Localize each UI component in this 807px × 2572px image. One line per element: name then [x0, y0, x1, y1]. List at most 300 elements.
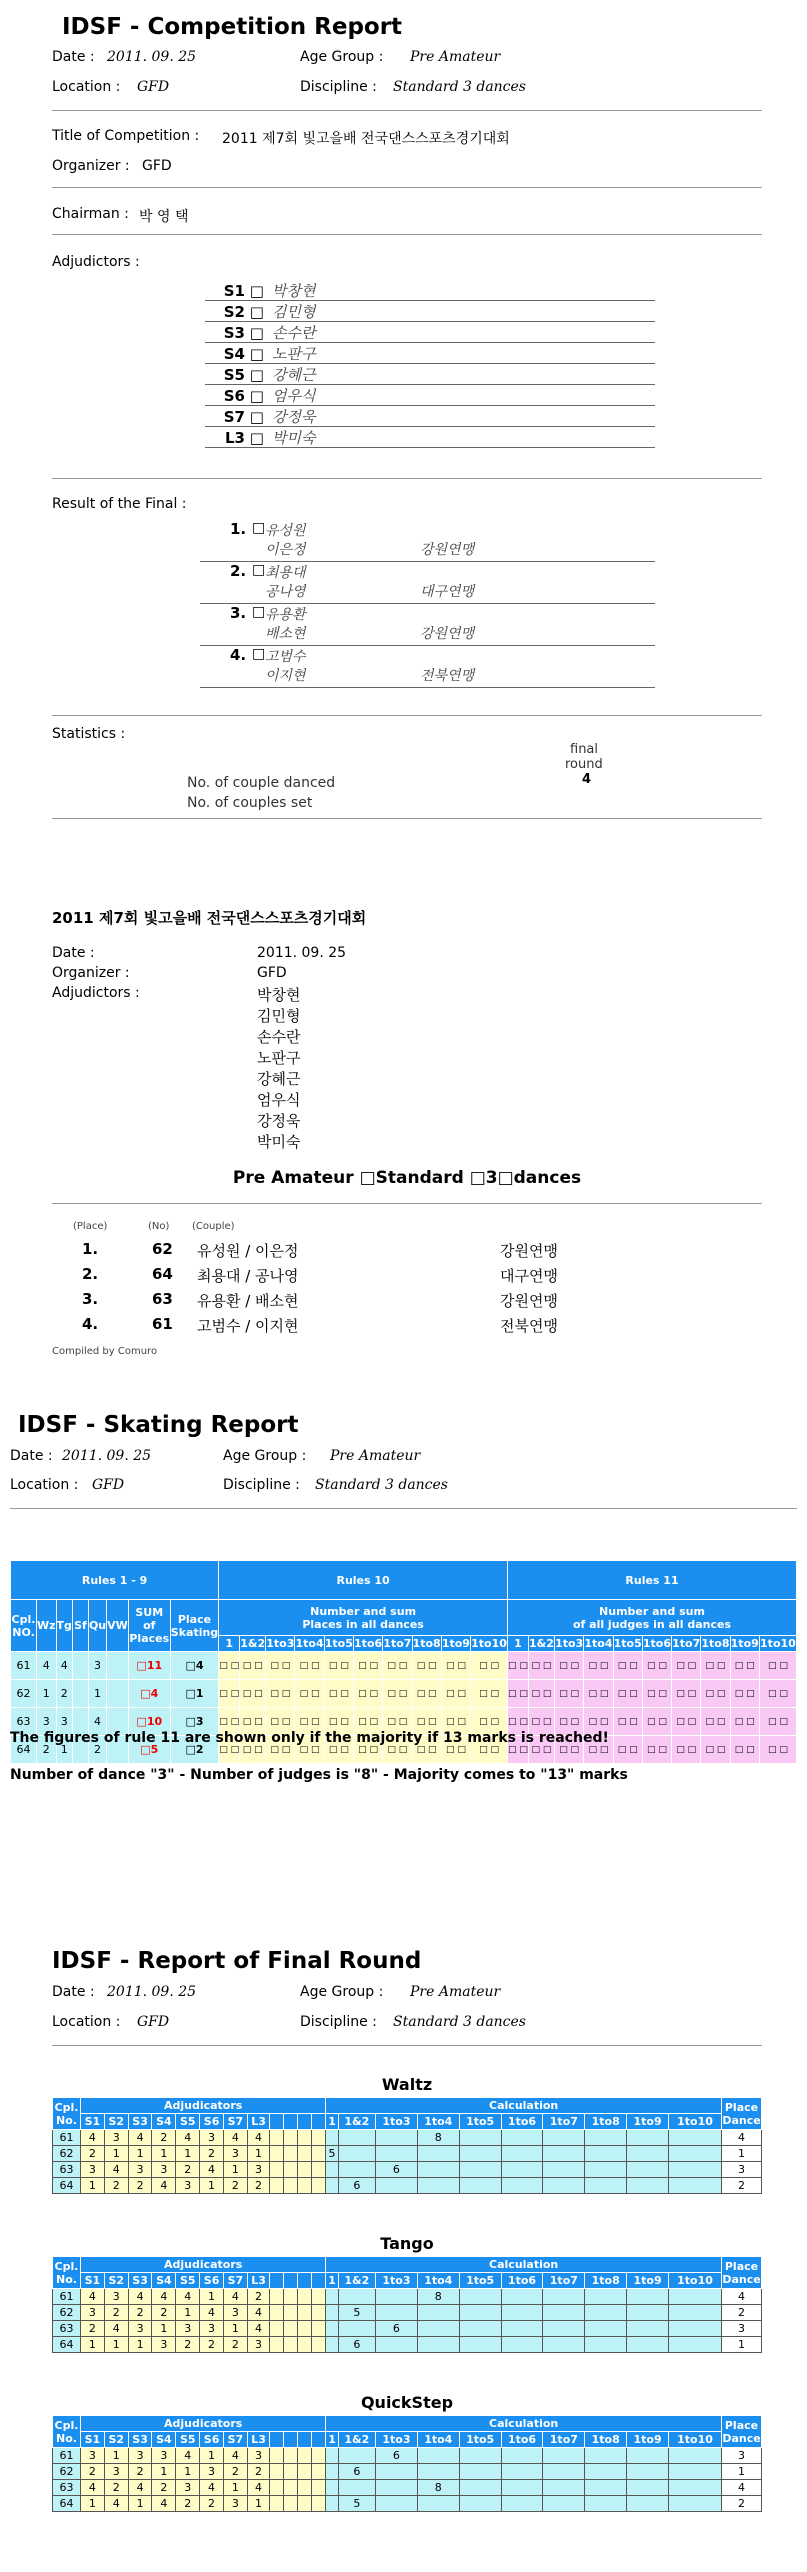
blank-cell — [284, 2162, 298, 2178]
mark-cell: 4 — [81, 2289, 105, 2305]
comp-title: 2011 제7회 빛고을배 전국댄스스포츠경기대회 — [222, 131, 510, 147]
calc-col-header: 1to3 — [375, 2114, 417, 2130]
calc-cell — [417, 2162, 459, 2178]
calc-cell — [326, 2305, 338, 2321]
calc-cell — [585, 2289, 627, 2305]
dance-row — [53, 2130, 762, 2146]
mark-cell: 4 — [247, 2305, 270, 2321]
mark-cell: 3 — [247, 2162, 270, 2178]
dance-row — [53, 2289, 762, 2305]
mark-cell: 1 — [152, 2321, 176, 2337]
blank-cell — [312, 2337, 326, 2353]
calc-cell — [669, 2480, 722, 2496]
age-value: Pre Amateur — [410, 49, 501, 65]
calc-cell — [326, 2496, 338, 2512]
adjudicator-col-header: S2 — [104, 2432, 128, 2448]
calc-col-header: 1to10 — [669, 2273, 722, 2289]
date-value: 2011. 09. 25 — [107, 49, 197, 65]
skating-rule-cell: □ □ — [240, 1680, 266, 1708]
location-label: Location : — [52, 79, 121, 95]
summary-adjudicator: 박창현 — [257, 986, 301, 1004]
competition-report: IDSF - Competition Report Date : 2011. 09. 25 Age Group : Pre Amateur Location : GFD Discipline : Standard 3 dances Title of Competition : 2011 제7회 빛고을배 전국댄스스포츠경기대회 Organizer : GFD Chairman : 박 영 택 Adjudictors : S1 □ 박창현 S2 □ 김민형 S3 □ 손수란 S4 □ 노판구 S5 □ 강혜근 S6 □ 엄우식 S7 □ 강정욱 L3 □ 박미숙 Result of the Final : 1. □ 유성원 이은정 강원연맹 2. □ 최용대 공나영 대구연맹 3. □ 유용환 배소현 강원연맹 4. □ 고범수 이지현 전북연맹 Statistics : final round 4 No. of couple danced No. of couples set 2011 제7회 빛고을배 전국댄스스포츠경기대회 Date : 2011. 09. 25 Organizer : GFD Adjudictors : 박창현 김민형 손수란 노판구 강혜근 엄우식 강정욱 박미숙 Pre Amateur □Standard □3□dances (Place) (No) (Couple) 1. 62 유성원 / 이은정 강원연맹 2. 64 최용대 / 공나영 대구연맹 3. 63 유용환 / 배소현 강원연맹 4. 61 고범수 / 이지현 전북연맹 Compiled by Comuro — [0, 0, 807, 1370]
dance-row — [53, 2496, 762, 2512]
blank-col-header — [312, 2432, 326, 2448]
place-dance-header: Place Dance — [722, 2416, 762, 2448]
stats-final: final — [570, 742, 599, 757]
skating-row — [11, 1652, 797, 1680]
mark-cell: 2 — [152, 2305, 176, 2321]
calc-cell — [326, 2289, 338, 2305]
mark-cell: 1 — [81, 2178, 105, 2194]
blank-cell — [284, 2337, 298, 2353]
blank-cell — [270, 2305, 284, 2321]
blank-cell — [298, 2496, 312, 2512]
age-label: Age Group : — [300, 49, 384, 65]
cpl-no-header: Cpl. NO. — [11, 1600, 37, 1652]
adjudicator-col-header: S5 — [176, 2432, 200, 2448]
adjudicator-col-header: S2 — [104, 2114, 128, 2130]
blank-cell — [312, 2480, 326, 2496]
summary-organizer-label: Organizer : — [52, 965, 130, 981]
calc-cell — [375, 2480, 417, 2496]
stats-round: round — [565, 757, 603, 772]
blank-cell — [298, 2289, 312, 2305]
calc-col-header: 1to4 — [417, 2432, 459, 2448]
rule11-col-header: 1to9 — [730, 1637, 759, 1650]
rules10-sub: Number and sum Places in all dances — [219, 1600, 508, 1636]
calc-col-header: 1to4 — [417, 2273, 459, 2289]
blank-cell — [284, 2464, 298, 2480]
skating-cell-sum: □10 — [128, 1708, 170, 1736]
cpl-no-cell: 64 — [53, 2337, 81, 2353]
final-round-report — [0, 1930, 807, 2572]
adjudicators-label: Adjudictors : — [52, 254, 140, 270]
skating-cell-no: 63 — [11, 1708, 37, 1736]
calculation-header: Calculation — [326, 2098, 722, 2114]
dance-table — [52, 2256, 762, 2353]
skating-rule-cell: □ □ — [266, 1708, 295, 1736]
blank-cell — [312, 2162, 326, 2178]
summary-adjudicator-list — [257, 985, 300, 1153]
dance-row — [53, 2146, 762, 2162]
calc-cell — [585, 2162, 627, 2178]
adjudicator-row: S3 □ 손수란 — [205, 322, 655, 343]
skating-cell-tg: 4 — [56, 1652, 72, 1680]
mark-cell: 3 — [152, 2337, 176, 2353]
calc-cell — [375, 2130, 417, 2146]
divider — [52, 2045, 762, 2046]
skating-rule-cell: □ □ — [353, 1736, 382, 1764]
blank-col-header — [312, 2273, 326, 2289]
calc-col-header: 1 — [326, 2432, 338, 2448]
calc-cell — [585, 2178, 627, 2194]
blank-col-header — [298, 2432, 312, 2448]
calc-cell — [375, 2289, 417, 2305]
place-cell: 1 — [722, 2337, 762, 2353]
calc-cell — [627, 2321, 669, 2337]
blank-cell — [284, 2448, 298, 2464]
calc-col-header: 1to9 — [627, 2432, 669, 2448]
skating-report — [0, 1400, 807, 1900]
result-row: 2. □ 최용대 공나영 대구연맹 — [200, 562, 655, 604]
skating-cell-sum: □4 — [128, 1680, 170, 1708]
rule11-col-header: 1to8 — [701, 1637, 730, 1650]
cpl-no-cell: 61 — [53, 2448, 81, 2464]
calc-cell — [669, 2464, 722, 2480]
calc-cell — [338, 2146, 375, 2162]
blank-cell — [298, 2448, 312, 2464]
mark-cell: 3 — [81, 2305, 105, 2321]
calc-cell — [627, 2480, 669, 2496]
blank-col-header — [298, 2273, 312, 2289]
mark-cell: 1 — [81, 2496, 105, 2512]
blank-cell — [298, 2305, 312, 2321]
skating-rule-cell: □ □ — [324, 1736, 353, 1764]
skating-rule-cell: □ □ — [759, 1736, 796, 1764]
calc-cell: 5 — [326, 2146, 338, 2162]
summary-adjudicator: 김민형 — [257, 1007, 301, 1025]
calc-cell — [417, 2146, 459, 2162]
divider — [52, 478, 762, 479]
adjudicator-col-header: S1 — [81, 2273, 105, 2289]
divider — [52, 818, 762, 819]
rule10-col-header: 1to10 — [471, 1637, 507, 1650]
skating-rule-cell: □ □ — [642, 1736, 671, 1764]
location-value: GFD — [137, 2014, 170, 2030]
rule11-col-header: 1&2 — [529, 1637, 554, 1650]
calc-cell — [501, 2480, 543, 2496]
discipline-label: Discipline : — [223, 1477, 300, 1493]
mark-cell: 1 — [104, 2337, 128, 2353]
calc-cell — [459, 2146, 501, 2162]
blank-cell — [270, 2337, 284, 2353]
calc-cell — [417, 2321, 459, 2337]
rule10-col-header: 1to4 — [295, 1637, 324, 1650]
organizer-value: GFD — [142, 158, 172, 174]
note-rule11: The figures of rule 11 are shown only if the majority if 13 marks is reached! — [10, 1730, 609, 1746]
skating-cell-place: □4 — [170, 1652, 218, 1680]
adjudicators-header: Adjudicators — [81, 2257, 326, 2273]
mark-cell: 2 — [152, 2480, 176, 2496]
calc-col-header: 1to5 — [459, 2432, 501, 2448]
skating-rule-cell: □ □ — [528, 1736, 554, 1764]
blank-cell — [270, 2448, 284, 2464]
calc-cell: 6 — [375, 2162, 417, 2178]
summary-adjudicator: 엄우식 — [257, 1091, 301, 1109]
calc-cell — [375, 2146, 417, 2162]
mark-cell: 4 — [104, 2496, 128, 2512]
cpl-no-cell: 64 — [53, 2496, 81, 2512]
place-cell: 4 — [722, 2289, 762, 2305]
cpl-no-cell: 64 — [53, 2178, 81, 2194]
adjudicator-row: S2 □ 김민형 — [205, 301, 655, 322]
blank-cell — [270, 2289, 284, 2305]
calc-cell — [375, 2496, 417, 2512]
summary-heading: Pre Amateur □Standard □3□dances — [232, 1168, 582, 1188]
mark-cell: 2 — [247, 2178, 270, 2194]
summary-adjudicator: 손수란 — [257, 1028, 301, 1046]
calc-cell — [543, 2289, 585, 2305]
calc-cell — [501, 2496, 543, 2512]
blank-cell — [284, 2130, 298, 2146]
calc-cell — [543, 2146, 585, 2162]
calc-col-header: 1to8 — [585, 2114, 627, 2130]
cpl-no-cell: 61 — [53, 2289, 81, 2305]
calc-cell — [543, 2480, 585, 2496]
mark-cell: 4 — [223, 2289, 247, 2305]
skating-rule-cell: □ □ — [613, 1652, 642, 1680]
blank-cell — [298, 2162, 312, 2178]
sf-header: Sf — [72, 1600, 88, 1652]
blank-cell — [270, 2178, 284, 2194]
mark-cell: 4 — [152, 2178, 176, 2194]
calc-cell — [459, 2480, 501, 2496]
calc-cell — [585, 2464, 627, 2480]
calc-col-header: 1&2 — [338, 2432, 375, 2448]
place-cell: 4 — [722, 2130, 762, 2146]
mark-cell: 3 — [152, 2448, 176, 2464]
blank-cell — [270, 2321, 284, 2337]
mark-cell: 2 — [247, 2289, 270, 2305]
divider — [52, 1203, 762, 1204]
place-cell: 2 — [722, 2496, 762, 2512]
rules10-header: Rules 10 — [219, 1561, 508, 1600]
calc-cell — [326, 2178, 338, 2194]
mark-cell: 3 — [200, 2130, 224, 2146]
blank-col-header — [284, 2114, 298, 2130]
calc-cell — [669, 2448, 722, 2464]
calc-cell — [627, 2464, 669, 2480]
cpl-no-cell: 61 — [53, 2130, 81, 2146]
place-cell: 1 — [722, 2464, 762, 2480]
adjudicator-col-header: S7 — [223, 2432, 247, 2448]
blank-cell — [284, 2480, 298, 2496]
skating-rule-cell: □ □ — [701, 1736, 730, 1764]
skating-rule-cell: □ □ — [584, 1680, 613, 1708]
calc-cell — [338, 2448, 375, 2464]
blank-cell — [312, 2178, 326, 2194]
blank-cell — [284, 2321, 298, 2337]
mark-cell: 1 — [200, 2448, 224, 2464]
dance-row — [53, 2305, 762, 2321]
place-header: Place Skating — [170, 1600, 218, 1652]
rule10-col-header: 1to7 — [383, 1637, 412, 1650]
calc-cell — [501, 2178, 543, 2194]
rule10-col-header: 1to9 — [441, 1637, 470, 1650]
skating-rule-cell: □ □ — [441, 1652, 470, 1680]
stats-set: No. of couples set — [187, 795, 313, 811]
mark-cell: 2 — [176, 2162, 200, 2178]
calc-cell — [627, 2146, 669, 2162]
mark-cell: 4 — [152, 2289, 176, 2305]
calc-cell — [417, 2464, 459, 2480]
skating-rule-cell: □ □ — [471, 1680, 508, 1708]
summary-organizer: GFD — [257, 965, 287, 981]
skating-rule-cell: □ □ — [672, 1680, 701, 1708]
mark-cell: 4 — [104, 2162, 128, 2178]
mark-cell: 2 — [223, 2464, 247, 2480]
dance-row — [53, 2162, 762, 2178]
mark-cell: 2 — [223, 2337, 247, 2353]
calc-cell — [326, 2130, 338, 2146]
age-label: Age Group : — [223, 1448, 307, 1464]
adjudicator-row: S7 □ 강정욱 — [205, 406, 655, 427]
calc-cell — [669, 2130, 722, 2146]
mark-cell: 4 — [200, 2480, 224, 2496]
calc-cell — [543, 2337, 585, 2353]
calc-cell — [375, 2305, 417, 2321]
final-title: IDSF - Report of Final Round — [52, 1948, 422, 1974]
cpl-no-cell: 62 — [53, 2464, 81, 2480]
calc-cell — [459, 2162, 501, 2178]
calc-cell — [669, 2289, 722, 2305]
adjudicators-header: Adjudicators — [81, 2416, 326, 2432]
calc-cell: 5 — [338, 2496, 375, 2512]
calc-cell — [501, 2448, 543, 2464]
blank-cell — [298, 2464, 312, 2480]
calc-cell — [543, 2496, 585, 2512]
calc-cell — [501, 2337, 543, 2353]
blank-cell — [312, 2146, 326, 2162]
calc-col-header: 1&2 — [338, 2273, 375, 2289]
skating-rule-cell: □ □ — [642, 1680, 671, 1708]
rules11-header: Rules 11 — [508, 1561, 797, 1600]
calc-cell — [338, 2130, 375, 2146]
mark-cell: 1 — [176, 2146, 200, 2162]
mark-cell: 3 — [247, 2337, 270, 2353]
blank-cell — [312, 2464, 326, 2480]
calc-col-header: 1to6 — [501, 2114, 543, 2130]
place-cell: 3 — [722, 2321, 762, 2337]
adjudicator-row: L3 □ 박미숙 — [205, 427, 655, 448]
blank-cell — [284, 2496, 298, 2512]
skating-rule-cell: □ □ — [613, 1736, 642, 1764]
mark-cell: 2 — [152, 2130, 176, 2146]
mark-cell: 2 — [104, 2305, 128, 2321]
mark-cell: 2 — [200, 2337, 224, 2353]
skating-rule-cell: □ □ — [471, 1652, 508, 1680]
mark-cell: 4 — [176, 2289, 200, 2305]
skating-rule-cell: □ □ — [295, 1736, 324, 1764]
blank-col-header — [270, 2273, 284, 2289]
calc-col-header: 1to9 — [627, 2114, 669, 2130]
skating-cell-qu: 2 — [88, 1736, 106, 1764]
calc-cell — [627, 2305, 669, 2321]
skating-cell-tg: 3 — [56, 1708, 72, 1736]
mark-cell: 4 — [223, 2448, 247, 2464]
mark-cell: 1 — [152, 2464, 176, 2480]
skating-rule-cell: □ □ — [324, 1652, 353, 1680]
skating-cell-qu: 3 — [88, 1652, 106, 1680]
calc-cell — [459, 2305, 501, 2321]
calc-col-header: 1to5 — [459, 2273, 501, 2289]
skating-rule-cell: □ □ — [672, 1708, 701, 1736]
calc-col-header: 1to9 — [627, 2273, 669, 2289]
mark-cell: 3 — [128, 2162, 152, 2178]
skating-cell-no: 64 — [11, 1736, 37, 1764]
comp-title-label: Title of Competition : — [52, 128, 200, 144]
calc-cell — [627, 2162, 669, 2178]
skating-rule-cell: □ □ — [730, 1680, 759, 1708]
mark-cell: 3 — [200, 2321, 224, 2337]
adjudicator-col-header: S4 — [152, 2432, 176, 2448]
place-dance-header: Place Dance — [722, 2098, 762, 2130]
skating-rule-cell: □ □ — [219, 1680, 240, 1708]
skating-rule-cell: □ □ — [324, 1680, 353, 1708]
skating-cell-tg: 2 — [56, 1680, 72, 1708]
col-couple: (Couple) — [192, 1221, 235, 1232]
mark-cell: 1 — [176, 2305, 200, 2321]
calc-cell — [585, 2146, 627, 2162]
calc-cell — [501, 2464, 543, 2480]
place-cell: 2 — [722, 2305, 762, 2321]
skating-cell-sum: □5 — [128, 1736, 170, 1764]
skating-rule-cell: □ □ — [295, 1680, 324, 1708]
qu-header: Qu — [88, 1600, 106, 1652]
calc-cell — [459, 2464, 501, 2480]
dance-title: QuickStep — [360, 2393, 454, 2412]
cpl-no-cell: 63 — [53, 2480, 81, 2496]
discipline-value: Standard 3 dances — [315, 1477, 448, 1493]
calc-cell — [543, 2178, 585, 2194]
adjudicator-col-header: S1 — [81, 2114, 105, 2130]
mark-cell: 4 — [128, 2289, 152, 2305]
calc-cell — [627, 2289, 669, 2305]
blank-cell — [270, 2146, 284, 2162]
dance-row — [53, 2464, 762, 2480]
blank-col-header — [270, 2114, 284, 2130]
calc-cell — [501, 2305, 543, 2321]
cpl-no-cell: 62 — [53, 2146, 81, 2162]
calc-cell: 6 — [338, 2464, 375, 2480]
skating-rule-cell: □ □ — [441, 1708, 470, 1736]
skating-rule-cell: □ □ — [555, 1652, 584, 1680]
calc-cell — [417, 2178, 459, 2194]
blank-cell — [298, 2337, 312, 2353]
adjudicator-col-header: L3 — [247, 2432, 270, 2448]
skating-cell-qu: 4 — [88, 1708, 106, 1736]
blank-col-header — [312, 2114, 326, 2130]
blank-cell — [284, 2146, 298, 2162]
divider — [52, 110, 762, 111]
dance-table — [52, 2415, 762, 2512]
calc-cell — [417, 2337, 459, 2353]
skating-rule-cell: □ □ — [383, 1652, 412, 1680]
calc-cell — [338, 2289, 375, 2305]
skating-cell-tg: 1 — [56, 1736, 72, 1764]
adjudicator-col-header: S4 — [152, 2273, 176, 2289]
adjudicator-col-header: S6 — [200, 2114, 224, 2130]
skating-cell-wz: 4 — [37, 1652, 57, 1680]
skating-rule-cell: □ □ — [730, 1708, 759, 1736]
calc-cell — [501, 2321, 543, 2337]
col-no: (No) — [148, 1221, 170, 1232]
skating-rule-cell: □ □ — [508, 1736, 529, 1764]
divider — [10, 1508, 797, 1509]
date-label: Date : — [52, 1984, 95, 2000]
calc-col-header: 1to6 — [501, 2273, 543, 2289]
skating-rule-cell: □ □ — [471, 1708, 508, 1736]
skating-cell-wz: 2 — [37, 1736, 57, 1764]
calc-cell — [501, 2289, 543, 2305]
mark-cell: 1 — [200, 2178, 224, 2194]
mark-cell: 2 — [104, 2480, 128, 2496]
calc-cell — [459, 2448, 501, 2464]
mark-cell: 4 — [200, 2305, 224, 2321]
mark-cell: 4 — [176, 2448, 200, 2464]
summary-adjudicator: 강정욱 — [257, 1112, 301, 1130]
skating-rule-cell: □ □ — [219, 1708, 240, 1736]
